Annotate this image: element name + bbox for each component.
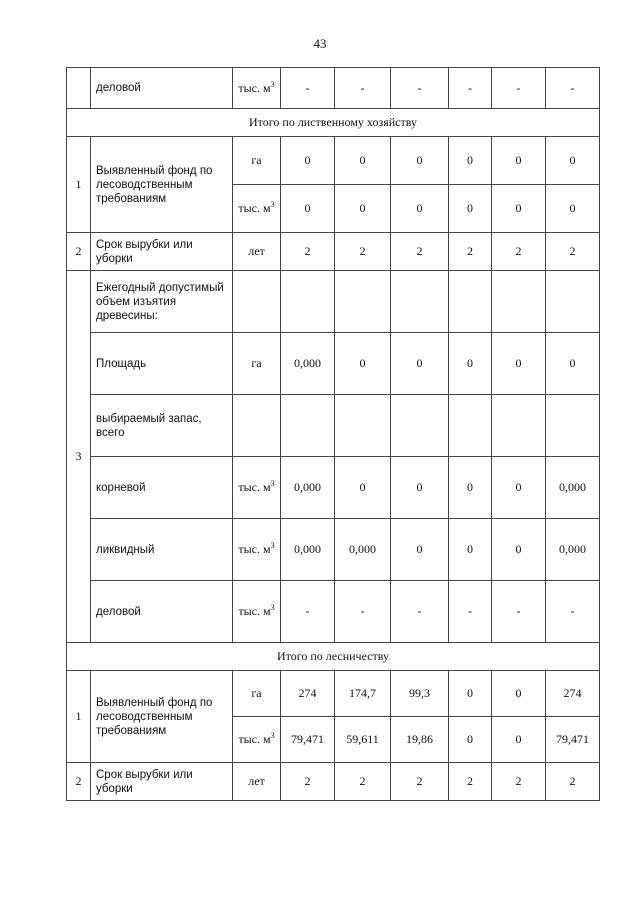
value-cell: 0 bbox=[492, 137, 546, 185]
table-row bbox=[67, 137, 600, 185]
value-cell: - bbox=[492, 581, 546, 643]
section-title-row bbox=[67, 109, 600, 137]
value-cell: 2 bbox=[281, 233, 335, 271]
value-cell: 79,471 bbox=[281, 717, 335, 763]
indicator-name: деловой bbox=[91, 581, 233, 643]
value-cell: 0,000 bbox=[546, 519, 600, 581]
indicator-name: деловой bbox=[91, 68, 233, 109]
unit-cell: лет bbox=[233, 233, 281, 271]
value-cell: 274 bbox=[281, 671, 335, 717]
value-cell: - bbox=[391, 68, 449, 109]
value-cell: 0 bbox=[335, 457, 391, 519]
indicator-name: ликвидный bbox=[91, 519, 233, 581]
value-cell: 0 bbox=[335, 185, 391, 233]
unit-superscript: 3 bbox=[270, 541, 275, 550]
row-number: 2 bbox=[67, 763, 91, 801]
value-cell: 2 bbox=[546, 763, 600, 801]
indicator-name: Ежегодный допустимый объем изъятия древесины: bbox=[91, 271, 233, 333]
unit-text: тыс. м bbox=[238, 604, 271, 618]
unit-cell bbox=[233, 717, 281, 763]
indicator-name: Выявленный фонд по лесоводственным требованиям bbox=[91, 137, 233, 233]
unit-cell bbox=[233, 519, 281, 581]
row-number-cell bbox=[67, 68, 91, 109]
value-cell: 0 bbox=[391, 457, 449, 519]
value-cell: 0 bbox=[449, 717, 492, 763]
unit-cell bbox=[233, 581, 281, 643]
value-cell: 2 bbox=[391, 763, 449, 801]
value-cell bbox=[335, 395, 391, 457]
indicator-name: Выявленный фонд по лесоводственным требованиям bbox=[91, 671, 233, 763]
indicator-name: Срок вырубки или уборки bbox=[91, 233, 233, 271]
unit-text: тыс. м bbox=[238, 732, 271, 746]
value-cell: - bbox=[391, 581, 449, 643]
value-cell: 0 bbox=[492, 185, 546, 233]
value-cell: 2 bbox=[281, 763, 335, 801]
value-cell: 2 bbox=[492, 763, 546, 801]
row-number: 1 bbox=[67, 137, 91, 233]
section-title: Итого по лесничеству bbox=[67, 643, 600, 671]
value-cell: 0 bbox=[492, 717, 546, 763]
indicator-name: корневой bbox=[91, 457, 233, 519]
value-cell bbox=[546, 271, 600, 333]
table-row bbox=[67, 763, 600, 801]
value-cell: 0 bbox=[492, 457, 546, 519]
value-cell: - bbox=[546, 581, 600, 643]
value-cell: 0 bbox=[492, 519, 546, 581]
section-title: Итого по лиственному хозяйству bbox=[67, 109, 600, 137]
value-cell: 0,000 bbox=[281, 519, 335, 581]
forestry-table bbox=[66, 67, 600, 801]
unit-cell: лет bbox=[233, 763, 281, 801]
unit-text: тыс. м bbox=[238, 542, 271, 556]
unit-superscript: 3 bbox=[270, 479, 275, 488]
table-row bbox=[67, 271, 600, 333]
value-cell: 0 bbox=[335, 137, 391, 185]
value-cell: 2 bbox=[449, 233, 492, 271]
value-cell: - bbox=[281, 581, 335, 643]
unit-cell: га bbox=[233, 333, 281, 395]
value-cell bbox=[449, 271, 492, 333]
unit-text: тыс. м bbox=[238, 480, 271, 494]
value-cell bbox=[281, 395, 335, 457]
value-cell: 2 bbox=[449, 763, 492, 801]
value-cell: 2 bbox=[492, 233, 546, 271]
value-cell bbox=[449, 395, 492, 457]
value-cell: 0 bbox=[449, 185, 492, 233]
indicator-name: выбираемый запас, всего bbox=[91, 395, 233, 457]
value-cell bbox=[492, 271, 546, 333]
unit-cell bbox=[233, 395, 281, 457]
value-cell: 0 bbox=[492, 333, 546, 395]
table-row bbox=[67, 233, 600, 271]
value-cell: 0 bbox=[335, 333, 391, 395]
value-cell: 0 bbox=[492, 671, 546, 717]
value-cell: 274 bbox=[546, 671, 600, 717]
indicator-name: Срок вырубки или уборки bbox=[91, 763, 233, 801]
value-cell bbox=[281, 271, 335, 333]
value-cell: 0 bbox=[449, 333, 492, 395]
value-cell: 0 bbox=[546, 185, 600, 233]
value-cell bbox=[391, 271, 449, 333]
page-number: 43 bbox=[313, 36, 327, 51]
row-number: 1 bbox=[67, 671, 91, 763]
value-cell: - bbox=[281, 68, 335, 109]
value-cell: 0 bbox=[391, 519, 449, 581]
value-cell: - bbox=[449, 68, 492, 109]
value-cell bbox=[391, 395, 449, 457]
unit-superscript: 3 bbox=[270, 603, 275, 612]
value-cell: 0,000 bbox=[335, 519, 391, 581]
value-cell: 0 bbox=[449, 137, 492, 185]
value-cell: 0 bbox=[546, 137, 600, 185]
value-cell: 2 bbox=[335, 763, 391, 801]
section-title-row bbox=[67, 643, 600, 671]
value-cell: 0,000 bbox=[281, 333, 335, 395]
value-cell bbox=[492, 395, 546, 457]
value-cell: 0 bbox=[281, 185, 335, 233]
value-cell: 2 bbox=[546, 233, 600, 271]
value-cell: 0 bbox=[391, 333, 449, 395]
value-cell: 0,000 bbox=[281, 457, 335, 519]
unit-text: тыс. м bbox=[238, 201, 271, 215]
value-cell: 99,3 bbox=[391, 671, 449, 717]
value-cell: 2 bbox=[335, 233, 391, 271]
row-number: 2 bbox=[67, 233, 91, 271]
indicator-name: Площадь bbox=[91, 333, 233, 395]
unit-cell bbox=[233, 457, 281, 519]
value-cell: 0 bbox=[281, 137, 335, 185]
value-cell: 0 bbox=[391, 137, 449, 185]
table-row bbox=[67, 519, 600, 581]
value-cell: 59,611 bbox=[335, 717, 391, 763]
value-cell: - bbox=[492, 68, 546, 109]
table-row bbox=[67, 333, 600, 395]
value-cell: - bbox=[335, 68, 391, 109]
value-cell bbox=[335, 271, 391, 333]
value-cell: - bbox=[546, 68, 600, 109]
value-cell: - bbox=[335, 581, 391, 643]
row-number: 3 bbox=[67, 271, 91, 643]
unit-cell bbox=[233, 271, 281, 333]
value-cell: 19,86 bbox=[391, 717, 449, 763]
table-row bbox=[67, 671, 600, 717]
value-cell: 174,7 bbox=[335, 671, 391, 717]
value-cell: - bbox=[449, 581, 492, 643]
value-cell: 0 bbox=[449, 519, 492, 581]
table-row bbox=[67, 457, 600, 519]
table-row bbox=[67, 68, 600, 109]
value-cell: 0 bbox=[391, 185, 449, 233]
value-cell: 0,000 bbox=[546, 457, 600, 519]
unit-cell: га bbox=[233, 671, 281, 717]
unit-cell: га bbox=[233, 137, 281, 185]
value-cell: 0 bbox=[546, 333, 600, 395]
unit-cell bbox=[233, 68, 281, 109]
table-row bbox=[67, 395, 600, 457]
table-row bbox=[67, 581, 600, 643]
value-cell: 79,471 bbox=[546, 717, 600, 763]
value-cell: 0 bbox=[449, 671, 492, 717]
unit-superscript: 3 bbox=[270, 200, 275, 209]
unit-text: тыс. м bbox=[238, 80, 271, 95]
unit-superscript: 3 bbox=[270, 79, 275, 89]
value-cell bbox=[546, 395, 600, 457]
value-cell: 0 bbox=[449, 457, 492, 519]
value-cell: 2 bbox=[391, 233, 449, 271]
unit-cell bbox=[233, 185, 281, 233]
unit-superscript: 3 bbox=[270, 731, 275, 740]
